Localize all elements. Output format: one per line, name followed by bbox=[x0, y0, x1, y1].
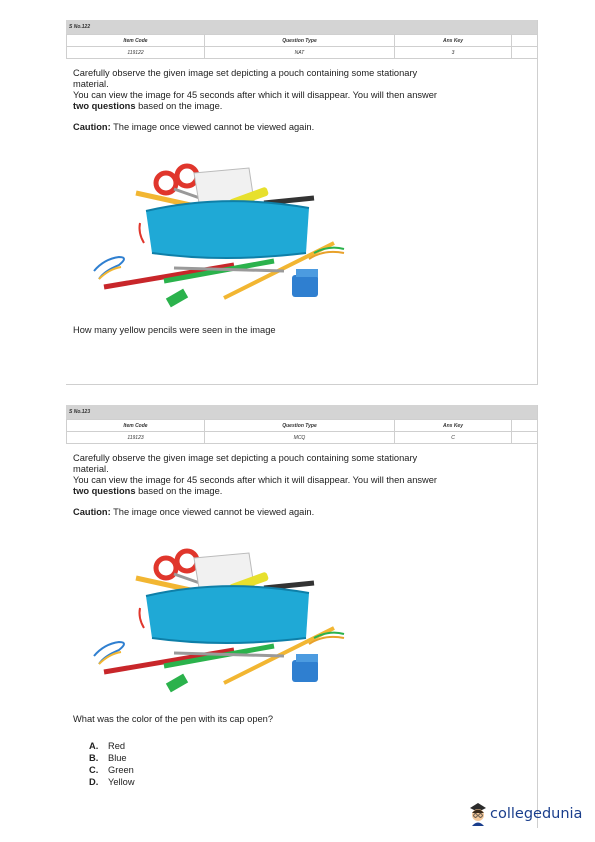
question-text: What was the color of the pen with its cap open? bbox=[73, 714, 273, 724]
question-type-value: MCQ bbox=[205, 432, 395, 444]
pencil-pouch-illustration bbox=[74, 548, 374, 708]
item-meta-table bbox=[66, 419, 538, 444]
brand-name: collegedunia bbox=[490, 806, 583, 822]
caution-label: Caution: bbox=[73, 507, 111, 517]
item-code-header: Item Code bbox=[67, 420, 205, 432]
empty-cell bbox=[512, 47, 538, 59]
serial-number: S No.122 bbox=[66, 20, 537, 34]
caution-note bbox=[73, 122, 537, 133]
pencil-pouch-image bbox=[74, 548, 374, 708]
option-letter: B. bbox=[89, 753, 99, 763]
caution-text: The image once viewed cannot be viewed again. bbox=[110, 507, 315, 517]
collegedunia-logo[interactable] bbox=[468, 800, 583, 828]
option-text: Red bbox=[108, 741, 126, 751]
serial-number: S No.123 bbox=[66, 405, 537, 419]
student-mascot-icon bbox=[468, 802, 488, 826]
empty-cell bbox=[512, 432, 538, 444]
question-card-122 bbox=[66, 20, 538, 385]
item-code-value: 119123 bbox=[67, 432, 205, 444]
instruction-timing bbox=[73, 475, 443, 497]
option-c[interactable] bbox=[89, 764, 537, 776]
empty-cell bbox=[512, 420, 538, 432]
ans-key-value: C bbox=[395, 432, 512, 444]
instruction-intro: Carefully observe the given image set depicting a pouch containing some stationary material. bbox=[73, 453, 418, 474]
caution-text: The image once viewed cannot be viewed again. bbox=[110, 122, 315, 132]
instruction-timing-tail: based on the image. bbox=[135, 486, 223, 496]
item-code-header: Item Code bbox=[67, 35, 205, 47]
ans-key-header: Ans Key bbox=[395, 35, 512, 47]
answer-options bbox=[66, 740, 537, 788]
question-type-header: Question Type bbox=[205, 420, 395, 432]
instructions bbox=[66, 453, 537, 518]
option-d[interactable] bbox=[89, 776, 537, 788]
instruction-bold-text: two questions bbox=[73, 101, 136, 111]
option-letter: A. bbox=[89, 741, 99, 751]
question-text: How many yellow pencils were seen in the image bbox=[73, 325, 276, 335]
option-a[interactable] bbox=[89, 740, 537, 752]
instruction-intro: Carefully observe the given image set depicting a pouch containing some stationary material. bbox=[73, 68, 418, 89]
item-code-value: 119122 bbox=[67, 47, 205, 59]
question-type-value: NAT bbox=[205, 47, 395, 59]
pencil-pouch-image bbox=[74, 163, 374, 323]
option-letter: D. bbox=[89, 777, 99, 787]
option-text: Blue bbox=[108, 753, 127, 763]
ans-key-value: 3 bbox=[395, 47, 512, 59]
question-card-123 bbox=[66, 405, 538, 828]
pencil-pouch-illustration bbox=[74, 163, 374, 323]
caution-note bbox=[73, 507, 537, 518]
instruction-timing-text: You can view the image for 45 seconds after which it will disappear. You will then answer bbox=[73, 475, 437, 485]
instruction-timing-text: You can view the image for 45 seconds after which it will disappear. You will then answer bbox=[73, 90, 437, 100]
empty-cell bbox=[512, 35, 538, 47]
instruction-bold-text: two questions bbox=[73, 486, 136, 496]
option-text: Yellow bbox=[108, 777, 135, 787]
option-letter: C. bbox=[89, 765, 99, 775]
question-type-header: Question Type bbox=[205, 35, 395, 47]
caution-label: Caution: bbox=[73, 122, 111, 132]
item-meta-table bbox=[66, 34, 538, 59]
ans-key-header: Ans Key bbox=[395, 420, 512, 432]
option-b[interactable] bbox=[89, 752, 537, 764]
instruction-timing bbox=[73, 90, 443, 112]
option-text: Green bbox=[108, 765, 134, 775]
instruction-timing-tail: based on the image. bbox=[135, 101, 223, 111]
instructions bbox=[66, 68, 537, 133]
